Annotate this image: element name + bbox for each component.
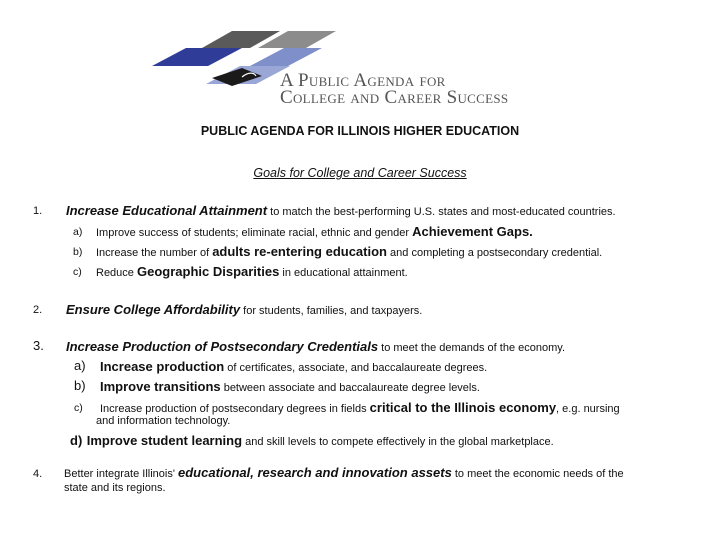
sub-goal-line bbox=[96, 243, 602, 261]
sub-goal-emphasis: adults re-entering education bbox=[212, 244, 387, 259]
logo-line-2: College and Career Success bbox=[280, 87, 509, 108]
logo-text bbox=[280, 72, 508, 106]
sub-goal-emphasis: Improve transitions bbox=[100, 379, 221, 394]
sub-goal-emphasis: Achievement Gaps. bbox=[412, 224, 533, 239]
sub-goal-emphasis: Geographic Disparities bbox=[136, 264, 280, 279]
sub-goal-continuation: and information technology. bbox=[96, 415, 231, 427]
goal-line bbox=[66, 338, 565, 356]
sub-goal-letter: c) bbox=[74, 402, 83, 414]
sub-goal-text: and completing a postsecondary credential. bbox=[387, 247, 603, 259]
goal-number: 3. bbox=[33, 338, 44, 353]
sub-goal-emphasis: Increase production bbox=[100, 359, 225, 374]
sub-goal-text: Increase the number of bbox=[96, 247, 213, 259]
goal-line bbox=[66, 202, 616, 220]
goal-text: Better integrate Illinois' bbox=[64, 468, 178, 480]
sub-goal-line bbox=[96, 223, 533, 241]
logo-diamond-blue bbox=[152, 48, 242, 66]
goal-number: 2. bbox=[33, 304, 43, 316]
sub-goal-letter: a) bbox=[74, 358, 86, 373]
sub-goal-letter: d) bbox=[70, 433, 83, 448]
sub-goal-line bbox=[70, 432, 554, 450]
goal-heading: Increase Educational Attainment bbox=[66, 203, 268, 218]
sub-goal-letter: b) bbox=[73, 246, 83, 258]
logo-diamond-light-blue bbox=[250, 48, 322, 66]
goal-line bbox=[66, 301, 422, 319]
goal-text: to meet the economic needs of the bbox=[451, 468, 624, 480]
sub-goal-text: Improve success of students; eliminate racial, ethnic and gender bbox=[96, 227, 413, 239]
sub-goal-line bbox=[96, 263, 408, 281]
sub-goal-line bbox=[100, 378, 480, 396]
goal-line bbox=[64, 464, 624, 482]
sub-goal-text: , e.g. nursing bbox=[556, 403, 620, 415]
goal-number: 4. bbox=[33, 468, 43, 480]
sub-goal-letter: a) bbox=[73, 226, 83, 238]
goal-heading: Increase Production of Postsecondary Credentials bbox=[66, 339, 379, 354]
page-title: PUBLIC AGENDA FOR ILLINOIS HIGHER EDUCATION bbox=[200, 124, 520, 138]
sub-goal-text: of certificates, associate, and baccalaureate degrees. bbox=[224, 362, 488, 374]
sub-goal-text: Reduce bbox=[96, 267, 137, 279]
sub-goal-text: and skill levels to compete effectively in the global marketplace. bbox=[242, 436, 554, 448]
sub-goal-text: between associate and baccalaureate degree levels. bbox=[220, 382, 480, 394]
goal-text: for students, families, and taxpayers. bbox=[240, 305, 423, 317]
sub-goal-line bbox=[100, 358, 487, 376]
goal-text: to match the best-performing U.S. states and most-educated countries. bbox=[267, 206, 616, 218]
goal-number: 1. bbox=[33, 205, 43, 217]
sub-goal-emphasis: Improve student learning bbox=[86, 433, 243, 448]
goal-text: to meet the demands of the economy. bbox=[378, 342, 565, 354]
goal-emphasis: educational, research and innovation assets bbox=[178, 465, 452, 480]
sub-goal-emphasis: critical to the Illinois economy bbox=[369, 400, 557, 415]
goal-continuation: state and its regions. bbox=[64, 482, 166, 494]
goal-heading: Ensure College Affordability bbox=[66, 302, 241, 317]
page-subtitle: Goals for College and Career Success bbox=[253, 166, 467, 180]
sub-goal-text: in educational attainment. bbox=[279, 267, 408, 279]
sub-goal-text: Increase production of postsecondary degrees in fields bbox=[100, 403, 370, 415]
sub-goal-letter: c) bbox=[73, 266, 82, 278]
logo-line-1: A Public Agenda for bbox=[280, 70, 446, 91]
sub-goal-letter: b) bbox=[74, 378, 86, 393]
